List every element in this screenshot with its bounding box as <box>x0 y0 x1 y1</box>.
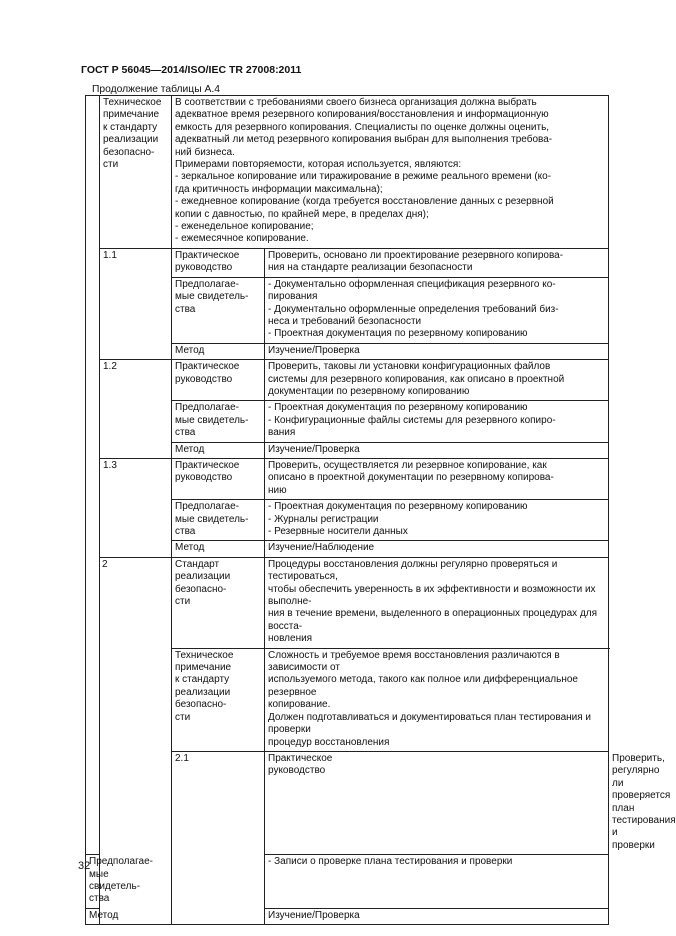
text-line: - еженедельное копирование; <box>175 221 314 233</box>
evidence-label: Предполагае- мые свидетель- ства <box>172 500 265 541</box>
evidence-text <box>265 401 609 442</box>
method-text: Изучение/Проверка <box>265 442 609 458</box>
text-line: адекватное время резервного копирования/восстановления и информационную <box>175 109 549 121</box>
text-line: процедур восстановления <box>268 736 390 748</box>
text-line: неса и требований безопасности <box>268 315 422 327</box>
document-header: ГОСТ Р 56045—2014/ISO/IEC TR 27008:2011 <box>81 64 302 76</box>
text-line: вания <box>268 427 296 439</box>
page-number: 32 <box>78 860 91 872</box>
text-line: - Конфигурационные файлы системы для резервного копиро- <box>268 414 556 426</box>
row-number-cell: 2 <box>100 557 172 924</box>
evidence-text <box>265 277 609 343</box>
controls-table <box>85 95 676 925</box>
item-number: 2.1 <box>172 751 265 924</box>
row-number-cell <box>86 96 100 855</box>
standard-text <box>265 557 609 648</box>
guidance-text <box>265 360 609 401</box>
evidence-text <box>265 500 609 541</box>
text-line: нию <box>268 484 287 496</box>
technical-note-label: Техническое примечание к стандарту реализации безопасно- сти <box>172 648 265 751</box>
text-line: пирования <box>268 291 318 303</box>
item-number: 1.2 <box>100 360 172 459</box>
guidance-label: Практическое руководство <box>172 248 265 277</box>
controls-table-body <box>86 96 676 925</box>
item-number: 1.3 <box>100 458 172 557</box>
guidance-text <box>265 458 609 499</box>
text-line: чтобы обеспечить уверенность в их эффективности и возможности их выполне- <box>268 583 596 608</box>
standard-row-2 <box>86 557 609 648</box>
text-line: используемого метода, такого как полное или дифференциальное резервное <box>268 674 578 698</box>
evidence-label: Предполагае- мые свидетель- ства <box>86 855 100 909</box>
technical-note-text <box>265 648 609 751</box>
text-line: - Проектная документация по резервному копированию <box>268 501 528 513</box>
guidance-label: Практическое руководство <box>172 458 265 499</box>
text-line: - Записи о проверке плана тестирования и проверки <box>268 856 513 868</box>
text-line: Примерами повторяемости, которая используется, являются: <box>175 159 462 171</box>
text-line: ния в течение времени, выделенного в операционных процедурах для восста- <box>268 608 598 632</box>
text-line: адекватный ли метод резервного копирования выбран для выполнения требова- <box>175 134 553 146</box>
item-guidance-row <box>86 248 609 277</box>
text-line: - Документально оформленные определения требований биз- <box>268 303 559 315</box>
text-line: - Резервные носители данных <box>268 526 408 537</box>
text-line: Проверить, таковы ли установки конфигурационных файлов <box>268 361 551 373</box>
standard-label: Стандарт реализации безопасно- сти <box>172 557 265 648</box>
item-guidance-row <box>86 360 609 401</box>
text-line: - Журналы регистрации <box>268 513 379 525</box>
text-line: копии с давностью, по крайней мере, в пределах дня); <box>175 208 429 220</box>
text-line: Проверить, основано ли проектирование резервного копирова- <box>268 249 564 261</box>
text-line: - ежедневное копирование (когда требуется восстановление данных с резервной <box>175 196 554 208</box>
table-caption: Продолжение таблицы А.4 <box>92 84 220 95</box>
guidance-label: Практическое руководство <box>172 360 265 401</box>
text-line: - зеркальное копирование или тиражирование в режиме реального времени (ко- <box>175 171 552 183</box>
text-line: новления <box>268 633 313 645</box>
evidence-label: Предполагае- мые свидетель- ства <box>172 401 265 442</box>
text-line: Проверить, осуществляется ли резервное копирование, как <box>268 459 547 471</box>
item-guidance-row <box>86 458 609 499</box>
text-line: - Проектная документация по резервному копированию <box>268 328 528 340</box>
text-line: В соответствии с требованиями своего бизнеса организация должна выбрать <box>175 97 537 108</box>
method-text: Изучение/Проверка <box>265 908 609 924</box>
text-line: Процедуры восстановления должны регулярно проверяться и тестироваться, <box>268 558 558 583</box>
text-line: копирование. <box>268 699 331 711</box>
method-label: Метод <box>172 442 265 458</box>
method-label: Метод <box>86 908 100 924</box>
method-text: Изучение/Проверка <box>265 343 609 359</box>
technical-note-label: Техническое примечание к стандарту реализации безопасно- сти <box>100 96 172 249</box>
method-label: Метод <box>172 343 265 359</box>
technical-note-row <box>86 96 609 249</box>
item-number: 1.1 <box>100 248 172 359</box>
text-line: документации по резервному копированию <box>268 385 470 397</box>
text-line: емкость для резервного копирования. Специалисты по оценке должны оценить, <box>175 121 550 133</box>
text-line: - Документально оформленная спецификация резервного ко- <box>268 278 556 290</box>
text-line: гда критичность информации максимальна); <box>175 183 383 195</box>
guidance-label: Практическое руководство <box>265 751 609 854</box>
text-line: - ежемесячное копирование. <box>175 233 309 245</box>
technical-note-text <box>172 96 609 249</box>
text-line: описано в проектной документации по резервному копирова- <box>268 472 554 484</box>
text-line: ний бизнеса. <box>175 146 235 158</box>
text-line: - Проектная документация по резервному копированию <box>268 402 528 414</box>
method-text: Изучение/Наблюдение <box>265 541 609 557</box>
guidance-text <box>265 248 609 277</box>
item-2-1-guidance-row: 2.1 Практическое руководство Проверить, регулярно ли проверяется план тестирования и проверки <box>86 751 609 854</box>
method-label: Метод <box>172 541 265 557</box>
evidence-text <box>265 855 609 909</box>
evidence-label: Предполагае- мые свидетель- ства <box>172 277 265 343</box>
text-line: Должен подготавливаться и документироваться план тестирования и проверки <box>268 711 592 736</box>
text-line: ния на стандарте реализации безопасности <box>268 262 473 274</box>
text-line: системы для резервного копирования, как описано в проектной <box>268 373 565 385</box>
text-line: Сложность и требуемое время восстановления различаются в зависимости от <box>268 649 560 674</box>
